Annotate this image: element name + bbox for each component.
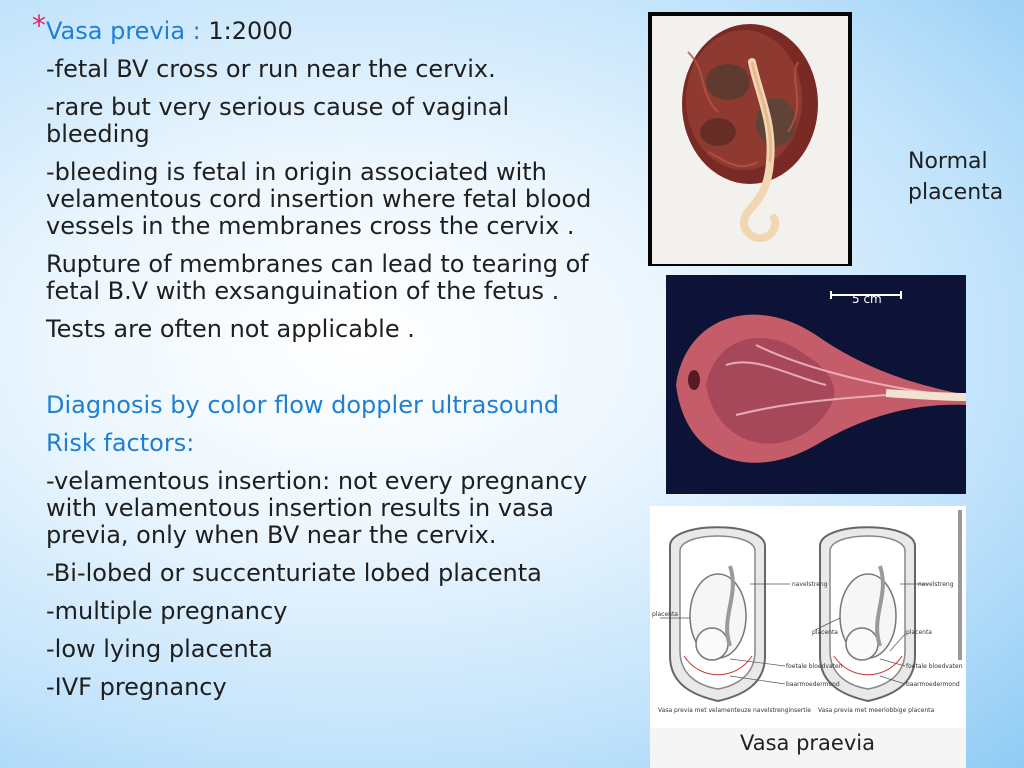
diagram-label: placenta: [906, 629, 932, 636]
slide-text: [32, 9, 646, 712]
vasa-praevia-diagram: [650, 506, 966, 768]
velamentous-insertion-photo: [666, 275, 966, 494]
diagram-label: placenta: [652, 611, 678, 618]
diagram-label: baarmoedermond: [906, 681, 960, 688]
text-line: vessels in the membranes cross the cervix .: [46, 212, 575, 240]
text-line: bleeding: [46, 120, 150, 148]
risk-line: -Bi-lobed or succenturiate lobed placenta: [46, 559, 542, 587]
vasa-praevia-caption: Vasa praevia: [740, 731, 875, 755]
diagnosis-line: Diagnosis by color flow doppler ultrasound: [46, 391, 560, 419]
text-line: Tests are often not applicable .: [46, 315, 415, 343]
caption-line: Normal: [908, 149, 988, 174]
diagram-label: foetale bloedvaten: [906, 663, 963, 670]
diagram-label: navelstreng: [918, 581, 954, 588]
diagram-subcaption: Vasa previa met meerlobbige placenta: [818, 707, 935, 714]
risk-line: -IVF pregnancy: [46, 673, 227, 701]
diagram-label: foetale bloedvaten: [786, 663, 843, 670]
risk-line: previa, only when BV near the cervix.: [46, 521, 497, 549]
star-bullet-icon: *: [32, 9, 46, 42]
text-line: -bleeding is fetal in origin associated with: [46, 158, 547, 186]
risk-line: -velamentous insertion: not every pregnancy: [46, 467, 588, 495]
text-line: Rupture of membranes can lead to tearing of: [46, 250, 589, 278]
normal-placenta-photo: [648, 12, 852, 266]
text-line: -fetal BV cross or run near the cervix.: [46, 55, 496, 83]
diagram-label: navelstreng: [792, 581, 828, 588]
heading-ratio: 1:2000: [208, 17, 293, 45]
scale-label: 5 cm: [852, 292, 882, 306]
risk-factors-title: Risk factors:: [46, 429, 195, 457]
diagram-label: placenta: [812, 629, 838, 636]
diagram-subcaption: Vasa previa met velamenteuze navelstrenginsertie: [658, 707, 811, 714]
heading-title: Vasa previa :: [46, 17, 201, 45]
caption-line: placenta: [908, 180, 1004, 205]
text-line: -rare but very serious cause of vaginal: [46, 93, 510, 121]
text-line: fetal B.V with exsanguination of the fetus .: [46, 277, 560, 305]
risk-line: -low lying placenta: [46, 635, 273, 663]
heading-line: [32, 9, 646, 45]
diagram-label: baarmoedermond: [786, 681, 840, 688]
risk-line: -multiple pregnancy: [46, 597, 288, 625]
text-line: velamentous cord insertion where fetal blood: [46, 185, 592, 213]
risk-line: with velamentous insertion results in vasa: [46, 494, 554, 522]
normal-placenta-caption: [908, 146, 1003, 208]
